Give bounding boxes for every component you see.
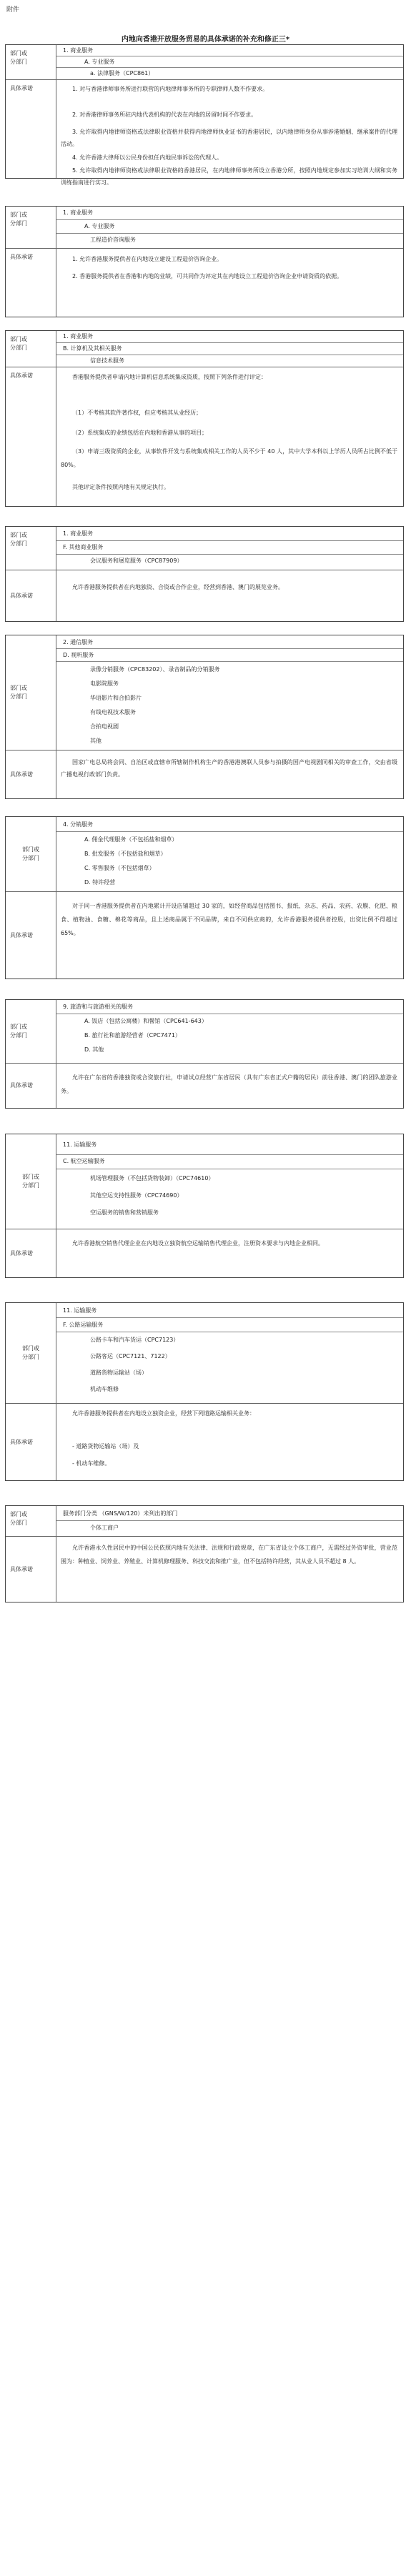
sector-line-5: D. 特许经营: [84, 879, 116, 886]
sector-line-6: 机动车维修: [90, 1386, 119, 1392]
table-it-services: [5, 330, 404, 507]
sector-line-4: D. 其他: [84, 1046, 104, 1053]
sector-row: 部门或 分部门 2. 通信服务 D. 视听服务 录像分销服务（CPC83202）、录音制品的分销服务 电影院服务 华语影片和合拍影片 有线电视技术服务 合拍电视剧 其他: [6, 635, 403, 750]
commitment-bullet: - 道路货物运输站（场）及: [72, 1443, 139, 1450]
sector-label-line-1: 部门或: [10, 50, 27, 56]
commitment-item: 1. 允许香港服务提供者在内地设立建设工程造价咨询企业。: [72, 256, 223, 262]
commitment-item: 2. 对香港律师事务所驻内地代表机构的代表在内地的居留时间不作要求。: [72, 112, 257, 118]
table-air-transport: [5, 1134, 404, 1278]
sector-line-2: A. 饭店（包括公寓楼）和餐馆（CPC641-643）: [84, 1018, 207, 1024]
sector-row: 部门或 分部门 11. 运输服务 F. 公路运输服务 公路卡车和汽车货运（CPC7123） 公路客运（CPC7121、7122） 道路货物运输站（场） 机动车维修: [6, 1303, 403, 1403]
commitment-item: 1. 对与香港律师事务所进行联营的内地律师事务所的专职律师人数不作要求。: [72, 86, 269, 92]
sector-line-7: 合拍电视剧: [90, 723, 119, 730]
sector-line-1: 4. 分销服务: [63, 821, 94, 828]
table-tourism-services: [5, 999, 404, 1109]
table-road-transport: [5, 1302, 404, 1481]
commitment-row: 具体承诺 国家广电总局将会同、自治区或直辖市所辖制作机构生产的香港港澳联人员参与拍摄的国产电视剧同相关的审查工作，交由省级广播电视行政部门负责。: [6, 750, 403, 798]
commitment-item: 2. 香港服务提供者在香港和内地的业绩，可共同作为评定其在内地设立工程造价咨询企业申请资质的依据。: [72, 273, 343, 279]
sector-row: 部门或 分部门 服务部门分类 （GNS/W/120）未列出的部门 个体工商户: [6, 1506, 403, 1536]
sector-line-1: 1. 商业服务: [63, 47, 94, 54]
sector-line-1: 1. 商业服务: [63, 209, 94, 216]
sector-line-5: 空运服务的销售和营销服务: [90, 1209, 159, 1216]
commitment-item: 允许香港服务提供者在内地独资、合资或合作企业，经营到香港、澳门的展览业务。: [72, 584, 284, 590]
commitment-row: 具体承诺 1. 允许香港服务提供者在内地设立建设工程造价咨询企业。 2. 香港服务提供者在香港和内地的业绩，可共同作为评定其在内地设立工程造价咨询企业申请资质的依据。: [6, 248, 403, 317]
commitment-row: 具体承诺 对于同一香港服务提供者在内地累计开设店铺超过 30 家的，如经营商品包括图书、报纸、杂志、药品、农药、农膜、化肥、粮食、植物油、食糖、棉花等商品，且上述商品属于不同品牌，来自不同供应商的，允许香港服务提供者控股，出资比例不得超过 65%。: [6, 891, 403, 979]
commitment-item: 3. 允许取得内地律师资格或法律职业资格并获得内地律师执业证书的香港居民，以内地律师身份从事涉港婚姻、继承案件的代理活动。: [61, 129, 397, 147]
sector-line-8: 其他: [90, 738, 101, 744]
table-exhibition-services: [5, 526, 404, 622]
commitment-label: 具体承诺: [6, 80, 56, 178]
sector-line-3: 信息技术服务: [90, 357, 124, 364]
table-individual-business: [5, 1505, 404, 1602]
sector-line-5: 道路货物运输站（场）: [90, 1369, 147, 1376]
sector-line-4: C. 零售服务（不包括烟草）: [84, 865, 155, 871]
sector-line-1: 1. 商业服务: [63, 530, 94, 537]
commitment-row: 具体承诺 允许在广东省的香港独资或合资旅行社，申请试点经营广东省居民（具有广东省正式户籍的居民）前往香港、澳门的团队旅游业务。: [6, 1063, 403, 1108]
commitment-item: （1）不考核其软件著作权，但应考核其从业经历；: [72, 410, 202, 416]
sector-line-2: D. 视听服务: [63, 652, 94, 658]
commitment-item: 对于同一香港服务提供者在内地累计开设店铺超过 30 家的，如经营商品包括图书、报纸、杂志、药品、农药、农膜、化肥、粮食、植物油、食糖、棉花等商品，且上述商品属于不同品牌，来自不同供应商的，允许香港服务提供者控股，出资比例不得超过 65%。: [61, 903, 397, 936]
sector-line-2: A. 专业服务: [84, 59, 115, 65]
commitment-item: 其他评定条件按照内地有关规定执行。: [72, 484, 169, 490]
sector-line-2: C. 航空运输服务: [63, 1158, 105, 1164]
sector-label: [6, 45, 56, 79]
commitment-item: 允许香港永久性居民中的中国公民依照内地有关法律、法规和行政规章，在广东省设立个体工商户，无需经过外资审批，营业范围为：种植业、饲养业、养殖业、计算机修理服务、科技交流和推广业，但不包括特许经营，其从业人员不超过 8 人。: [61, 1545, 397, 1565]
sector-line-4: 电影院服务: [90, 680, 119, 687]
sector-line-3: 工程造价咨询服务: [90, 237, 136, 243]
sector-line-3: B. 批发服务（不包括盐和烟草）: [84, 851, 167, 857]
sector-line-5: 华语影片和合拍影片: [90, 695, 142, 701]
sector-row: 部门或 分部门 1. 商业服务 F. 其他商业服务 会议服务和展览服务（CPC87909）: [6, 527, 403, 570]
sector-line-6: 有线电视技术服务: [90, 709, 136, 715]
sector-label: 部门或 分部门: [6, 207, 56, 248]
sector-line-1: 11. 运输服务: [63, 1307, 97, 1314]
sector-line-2: A. 佣金代理服务（不包括盐和烟草）: [84, 836, 178, 843]
commitment-row: 具体承诺 香港服务提供者申请内地计算机信息系统集成资质，按照下列条件进行评定： （1）不考核其软件著作权，但应考核其从业经历； （2）系统集成的业绩包括在内地和香港从事的项目； （3）申请三级资质的企业，从事软件开发与系统集成相关工作的人员不少于 40 人，其中大学本科以上学历人员所占比例不低于 80%。 其他评定条件按照内地有关规定执行。: [6, 367, 403, 506]
document-title: 内地向香港开放服务贸易的具体承诺的补充和修正三*: [121, 36, 290, 44]
sector-row: [6, 207, 403, 248]
sector-line-4: 公路客运（CPC7121、7122）: [90, 1353, 171, 1359]
commitment-item: 允许香港航空销售代理企业在内地设立独资航空运输销售代理企业，注册资本要求与内地企业相同。: [72, 1240, 324, 1247]
sector-line-4: 其他空运支持性服务（CPC74690）: [90, 1192, 183, 1199]
sector-line-2: 个体工商户: [90, 1525, 119, 1531]
sector-line-3: 公路卡车和汽车货运（CPC7123）: [90, 1337, 179, 1343]
sector-line-3: B. 旅行社和旅游经营者（CPC7471）: [84, 1032, 181, 1039]
sector-line-3: 机场管理服务（不包括货物装卸）（CPC74610）: [90, 1175, 214, 1182]
sector-line-1: 9. 旅游和与旅游相关的服务: [63, 1004, 134, 1010]
table-engineering-cost: [5, 206, 404, 317]
commitment-row: 具体承诺 允许香港服务提供者在内地设立独资企业，经营下列道路运输相关业务： - 道路货物运输站（场）及 - 机动车维修。: [6, 1403, 403, 1480]
sector-line-1: 服务部门分类 （GNS/W/120）未列出的部门: [63, 1510, 178, 1517]
sector-line-2: F. 公路运输服务: [63, 1322, 104, 1328]
sector-row: 部门或 分部门 1. 商业服务 B. 计算机及其相关服务 信息技术服务: [6, 331, 403, 367]
sector-line-1: 2. 通信服务: [63, 639, 94, 645]
sector-line-1: 11. 运输服务: [63, 1141, 97, 1148]
sector-line-2: F. 其他商业服务: [63, 544, 104, 550]
sector-line-3: a. 法律服务（CPC861）: [90, 70, 154, 76]
commitment-item: 允许香港服务提供者在内地设立独资企业，经营下列道路运输相关业务：: [72, 1410, 255, 1417]
sector-line-3: 录像分销服务（CPC83202）、录音制品的分销服务: [90, 666, 220, 673]
sector-row: 部门或 分部门 4. 分销服务 A. 佣金代理服务（不包括盐和烟草） B. 批发服务（不包括盐和烟草） C. 零售服务（不包括烟草） D. 特许经营: [6, 817, 403, 891]
commitment-row: 具体承诺 允许香港航空销售代理企业在内地设立独资航空运输销售代理企业，注册资本要求与内地企业相同。: [6, 1229, 403, 1277]
sector-line-1: 1. 商业服务: [63, 333, 94, 340]
sector-line-3: 会议服务和展览服务（CPC87909）: [90, 558, 183, 564]
commitment-item: 4. 允许香港大律师以公民身份担任内地民事诉讼的代理人。: [72, 154, 223, 161]
sector-line-2: A. 专业服务: [84, 223, 115, 229]
table-audiovisual-services: [5, 635, 404, 799]
commitment-row: 具体承诺 允许香港服务提供者在内地独资、合资或合作企业，经营到香港、澳门的展览业务。: [6, 570, 403, 621]
commitment-item: 香港服务提供者申请内地计算机信息系统集成资质，按照下列条件进行评定：: [72, 374, 267, 380]
commitment-row: [6, 79, 403, 186]
sector-line-2: B. 计算机及其相关服务: [63, 345, 122, 352]
commitment-bullet: - 机动车维修。: [72, 1460, 111, 1467]
attachment-label: 附件: [6, 6, 20, 14]
sector-label-line-2: 分部门: [10, 59, 27, 65]
commitment-item: （2）系统集成的业绩包括在内地和香港从事的项目；: [72, 430, 208, 436]
commitment-item: 国家广电总局将会同、自治区或直辖市所辖制作机构生产的香港港澳联人员参与拍摄的国产电视剧同相关的审查工作，交由省级广播电视行政部门负责。: [61, 759, 397, 778]
commitment-item: 允许在广东省的香港独资或合资旅行社，申请试点经营广东省居民（具有广东省正式户籍的居民）前往香港、澳门的团队旅游业务。: [61, 1074, 397, 1094]
sector-row: 部门或 分部门 11. 运输服务 C. 航空运输服务 机场管理服务（不包括货物装卸）（CPC74610） 其他空运支持性服务（CPC74690） 空运服务的销售和营销服务: [6, 1134, 403, 1229]
commitment-row: 具体承诺 允许香港永久性居民中的中国公民依照内地有关法律、法规和行政规章，在广东省设立个体工商户，无需经过外资审批，营业范围为：种植业、饲养业、养殖业、计算机修理服务、科技交流和推广业，但不包括特许经营，其从业人员不超过 8 人。: [6, 1536, 403, 1602]
sector-row: [6, 45, 403, 79]
table-distribution-services: [5, 816, 404, 979]
table-legal-services: [5, 44, 404, 186]
commitment-item: 5. 允许取得内地律师资格或法律职业资格的香港居民，在内地律师事务所设立香港分所，按照内地规定参加实习培训大纲和实务训练指南进行实习。: [61, 167, 397, 186]
sector-row: 部门或 分部门 9. 旅游和与旅游相关的服务 A. 饭店（包括公寓楼）和餐馆（CPC641-643） B. 旅行社和旅游经营者（CPC7471） D. 其他: [6, 1000, 403, 1063]
commitment-item: （3）申请三级资质的企业，从事软件开发与系统集成相关工作的人员不少于 40 人，其中大学本科以上学历人员所占比例不低于 80%。: [61, 448, 397, 468]
